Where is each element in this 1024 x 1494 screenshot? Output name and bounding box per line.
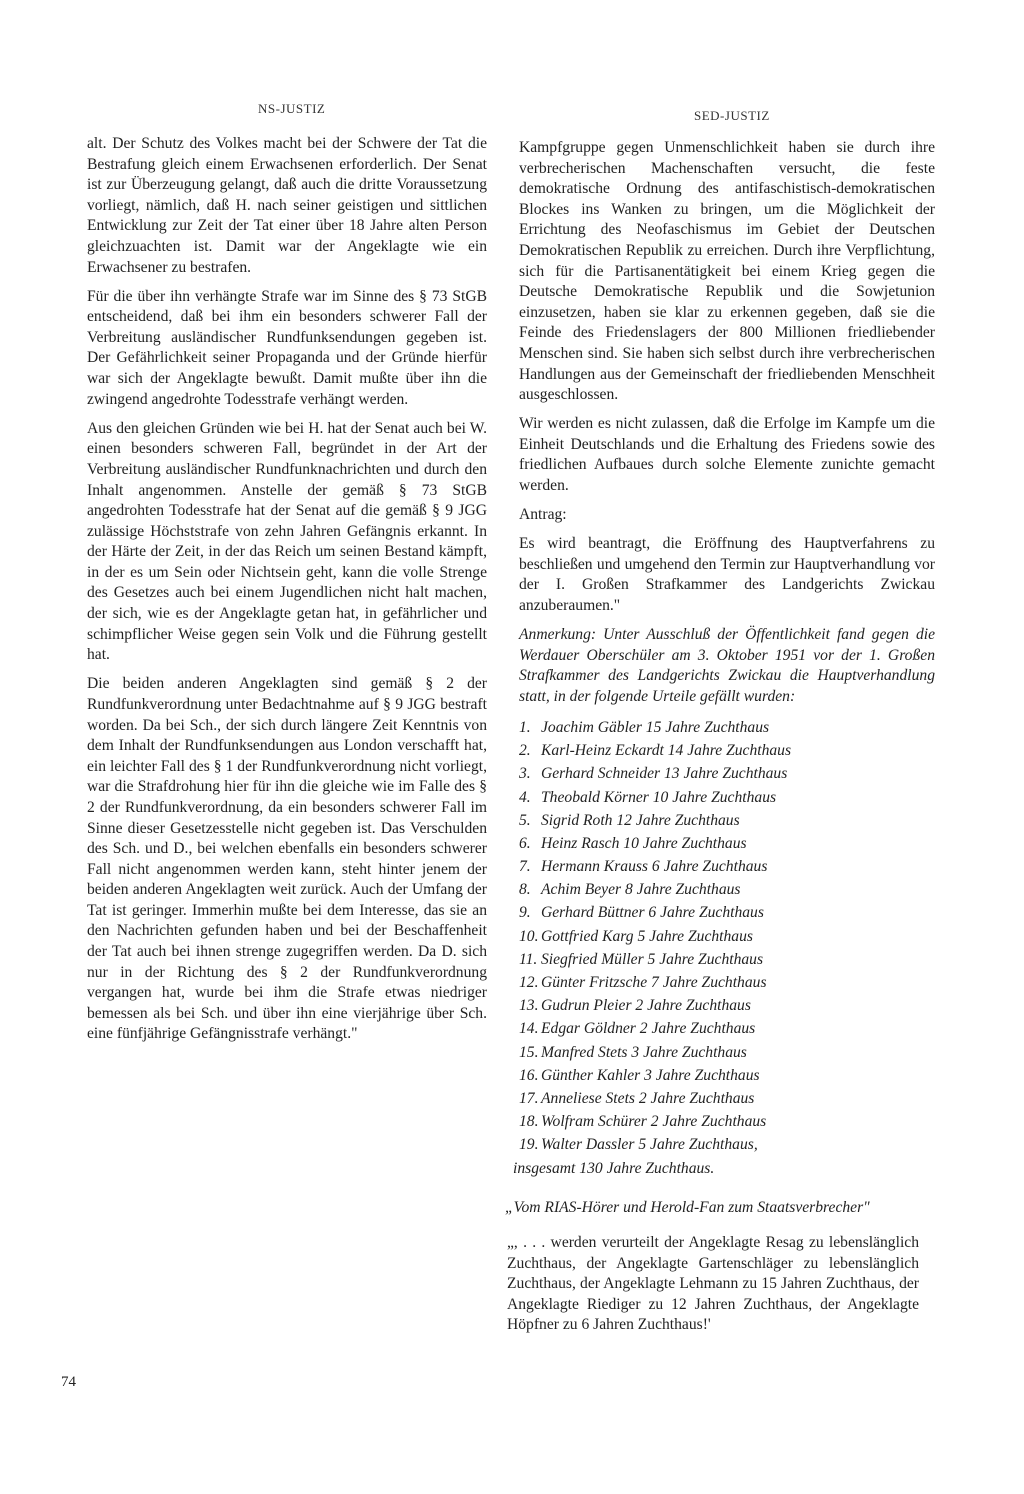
verdict-text: Günther Kahler 3 Jahre Zuchthaus [541, 1066, 760, 1084]
verdict-text: Gerhard Büttner 6 Jahre Zuchthaus [541, 904, 764, 922]
verdict-number: 15. [519, 1043, 539, 1061]
paragraph: Antrag: [519, 506, 567, 524]
verdict-item [519, 809, 935, 832]
paragraph: Für die über ihn verhängte Strafe war im Sinne des § 73 StGB entscheidend, daß bei ihm ein besonders schwerer Fall der Verbreitung ausländischer Rundfunksendungen gegeben ist. Der Gefährlichkeit seiner Propaganda und der Gründe hierfür war sich der Angeklagte bewußt. Damit mußte über ihn die zwingend angedrohte Todesstrafe verhängt werden. [87, 287, 487, 408]
verdict-text: Siegfried Müller 5 Jahre Zuchthaus [541, 950, 764, 968]
paragraph: alt. Der Schutz des Volkes macht bei der Schwere der Tat die Bestrafung gleich einem Erwachsenen erforderlich. Der Senat ist zur Überzeugung gelangt, daß auch die dritte Voraussetzung vorliegt, nämlich, daß H. nach seiner geistigen und sittlichen Entwicklung zur Zeit der Tat einer über 18 Jahre alten Person gleichzuachten ist. Damit war der Angeklagte wie ein Erwachsener zu bestrafen. [87, 135, 487, 276]
paragraph: Kampfgruppe gegen Unmenschlichkeit haben sie durch ihre verbrecherischen Machenschaften versucht, die feste demokratische Ordnung des antifaschistisch-demokratischen Blockes ins Wanken zu bringen, um die Möglichkeit der Errichtung des Neofaschismus im Gebiet der Deutschen Demokratischen Republik zu erreichen. Durch ihre Verpflichtung, sich für die Partisanentätigkeit bei einem Krieg gegen die Deutsche Demokratische Republik und die Sowjetunion einzusetzen, haben sie klar zu erkennen gegeben, daß sie die Feinde des Friedenslagers der 800 Millionen friedliebender Menschen sind. Sie haben sich selbst durch ihre verbrecherischen Handlungen aus der Gemeinschaft der friedliebenden Menschheit ausgeschlossen. [519, 139, 935, 404]
page-number: 74 [61, 1374, 76, 1390]
quote-text: „, . . . werden verurteilt der Angeklagte Resag zu lebenslänglich Zuchthaus, der Angeklagte Gartenschläger zu lebenslänglich Zuchthaus, der Angeklagte Lehmann zu 15 Jahren Zuchthaus, der Angeklagte Riediger zu 12 Jahren Zuchthaus, der Angeklagte Höpfner zu 6 Jahren Zuchthaus!' [507, 1234, 919, 1334]
verdict-item [519, 878, 935, 901]
verdict-item [519, 786, 935, 809]
verdict-item [519, 716, 935, 739]
verdict-number: 14. [519, 1020, 539, 1038]
verdict-number: 7. [519, 858, 531, 876]
verdict-number: 19. [519, 1136, 539, 1154]
verdict-item [519, 1017, 935, 1040]
verdict-text: Joachim Gäbler 15 Jahre Zuchthaus [541, 718, 770, 736]
verdict-text: Gudrun Pleier 2 Jahre Zuchthaus [541, 997, 751, 1015]
verdict-item [519, 971, 935, 994]
left-column [87, 134, 487, 1054]
verdict-text: Manfred Stets 3 Jahre Zuchthaus [541, 1043, 747, 1061]
verdict-text: Edgar Göldner 2 Jahre Zuchthaus [541, 1020, 756, 1038]
verdict-number: 8. [519, 881, 531, 899]
verdict-number: 1. [519, 718, 531, 736]
verdict-text: Anneliese Stets 2 Jahre Zuchthaus [541, 1089, 755, 1107]
verdict-number: 16. [519, 1066, 539, 1084]
verdict-text: Günter Fritzsche 7 Jahre Zuchthaus [541, 974, 767, 991]
verdict-item [519, 739, 935, 762]
paragraph: Es wird beantragt, die Eröffnung des Hauptverfahrens zu beschließen und umgehend den Termin zur Hauptverhandlung vor der I. Großen Strafkammer des Landgerichts Zwickau anzuberaumen." [519, 535, 935, 614]
verdict-number: 12. [519, 974, 539, 991]
verdict-number: 13. [519, 997, 539, 1015]
verdict-item [519, 1041, 935, 1064]
verdict-text: Gerhard Schneider 13 Jahre Zuchthaus [541, 765, 788, 783]
verdict-number: 17. [519, 1089, 539, 1107]
right-column [513, 138, 935, 1180]
verdict-number: 3. [519, 765, 531, 783]
verdict-item [519, 901, 935, 924]
verdict-text: Karl-Heinz Eckardt 14 Jahre Zuchthaus [541, 742, 792, 760]
paragraph: Wir werden es nicht zulassen, daß die Erfolge im Kampfe um die Einheit Deutschlands und die Erhaltung des Friedens sowie des friedlichen Aufbaues durch solche Elemente zunichte gemacht werden. [519, 415, 935, 494]
verdict-item [519, 1133, 935, 1156]
verdict-text: Heinz Rasch 10 Jahre Zuchthaus [541, 834, 747, 852]
verdict-number: 18. [519, 1113, 539, 1131]
verdict-number: 9. [519, 904, 531, 922]
verdict-item [519, 925, 935, 948]
verdict-total: insgesamt 130 Jahre Zuchthaus. [513, 1159, 715, 1177]
verdict-text: Gottfried Karg 5 Jahre Zuchthaus [541, 927, 753, 945]
verdict-text: Sigrid Roth 12 Jahre Zuchthaus [541, 811, 740, 829]
verdict-text: Hermann Krauss 6 Jahre Zuchthaus [541, 858, 768, 876]
verdict-item [519, 855, 935, 878]
verdict-number: 6. [519, 834, 531, 852]
verdict-text: Walter Dassler 5 Jahre Zuchthaus, [541, 1136, 758, 1154]
verdict-item [519, 994, 935, 1017]
verdict-number: 5. [519, 811, 531, 829]
paragraph: Aus den gleichen Gründen wie bei H. hat der Senat auch bei W. einen besonders schweren Fall, begründet in der Art der Verbreitung ausländischer Rundfunknachrichten und durch den Inhalt angenommen. Anstelle der gemäß § 73 StGB angedrohten Todesstrafe hat der Senat auf die gemäß § 9 JGG zulässige Höchststrafe von zehn Jahren Gefängnis erkannt. In der Härte der Zeit, in der das Reich um seinen Bestand kämpft, in der es um Sein oder Nichtsein geht, kann die volle Strenge des Gesetzes auch bei einem Jugendlichen nicht halt machen, der sich, wie es der Angeklagte getan hat, in gefährlicher und schimpflicher Weise gegen sein Volk und die Führung gestellt hat. [87, 419, 487, 664]
right-column-header: SED-JUSTIZ [694, 108, 770, 123]
verdict-number: 11. [519, 950, 538, 968]
verdict-number: 2. [519, 742, 531, 760]
verdict-item [519, 762, 935, 785]
verdict-item [519, 1064, 935, 1087]
verdict-list [519, 716, 935, 1157]
verdict-item [519, 948, 935, 971]
verdict-text: Achim Beyer 8 Jahre Zuchthaus [541, 881, 741, 899]
quote-title: „Vom RIAS-Hörer und Herold-Fan zum Staatsverbrecher" [505, 1199, 870, 1216]
verdict-number: 10. [519, 927, 539, 945]
verdict-text: Wolfram Schürer 2 Jahre Zuchthaus [541, 1113, 767, 1131]
left-column-header: NS-JUSTIZ [258, 101, 326, 116]
verdict-number: 4. [519, 788, 531, 806]
verdict-item [519, 1087, 935, 1110]
verdict-item [519, 1110, 935, 1133]
editorial-note: Anmerkung: Unter Ausschluß der Öffentlichkeit fand gegen die Werdauer Oberschüler am 3. Oktober 1951 vor der 1. Großen Strafkammer des Landgerichts Zwickau die Hauptverhandlung statt, in der folgende Urteile gefällt wurden: [519, 626, 935, 705]
verdict-text: Theobald Körner 10 Jahre Zuchthaus [541, 788, 777, 806]
paragraph: Die beiden anderen Angeklagten sind gemäß § 2 der Rundfunkverordnung unter Bedachtnahme auf § 9 JGG bestraft worden. Da bei Sch., der sich durch längere Zeit Kenntnis von dem Inhalt der Rundfunksendungen aus London verschafft hat, ein leichter Fall des § 1 der Rundfunkverordnung nicht vorliegt, war die Strafdrohung hier für ihn die gleiche wie im Falle des § 2 der Rundfunkverordnung, da ein besonders schwerer Fall im Sinne dieser Gesetzesstelle nicht gegeben ist. Das Verschulden des Sch. und D., bei welchen ebenfalls ein besonders schwerer Fall nicht angenommen werden kann, steht hinter jenem der beiden anderen Angeklagten weit zurück. Auch der Umfang der Tat ist geringer. Immerhin mußte bei dem Interesse, das sie an den Nachrichten gefunden haben und bei der Beschaffenheit der Tat auch bei ihnen strenge zugegriffen werden. Da D. sich nur in der Richtung des § 2 der Rundfunkverordnung vergangen hat, wurde bei ihm die Strafe etwas niedriger bemessen als bei Sch. und über ihn eine vierjährige über Sch. eine fünfjährige Gefängnisstrafe verhängt." [87, 675, 487, 1043]
verdict-item [519, 832, 935, 855]
